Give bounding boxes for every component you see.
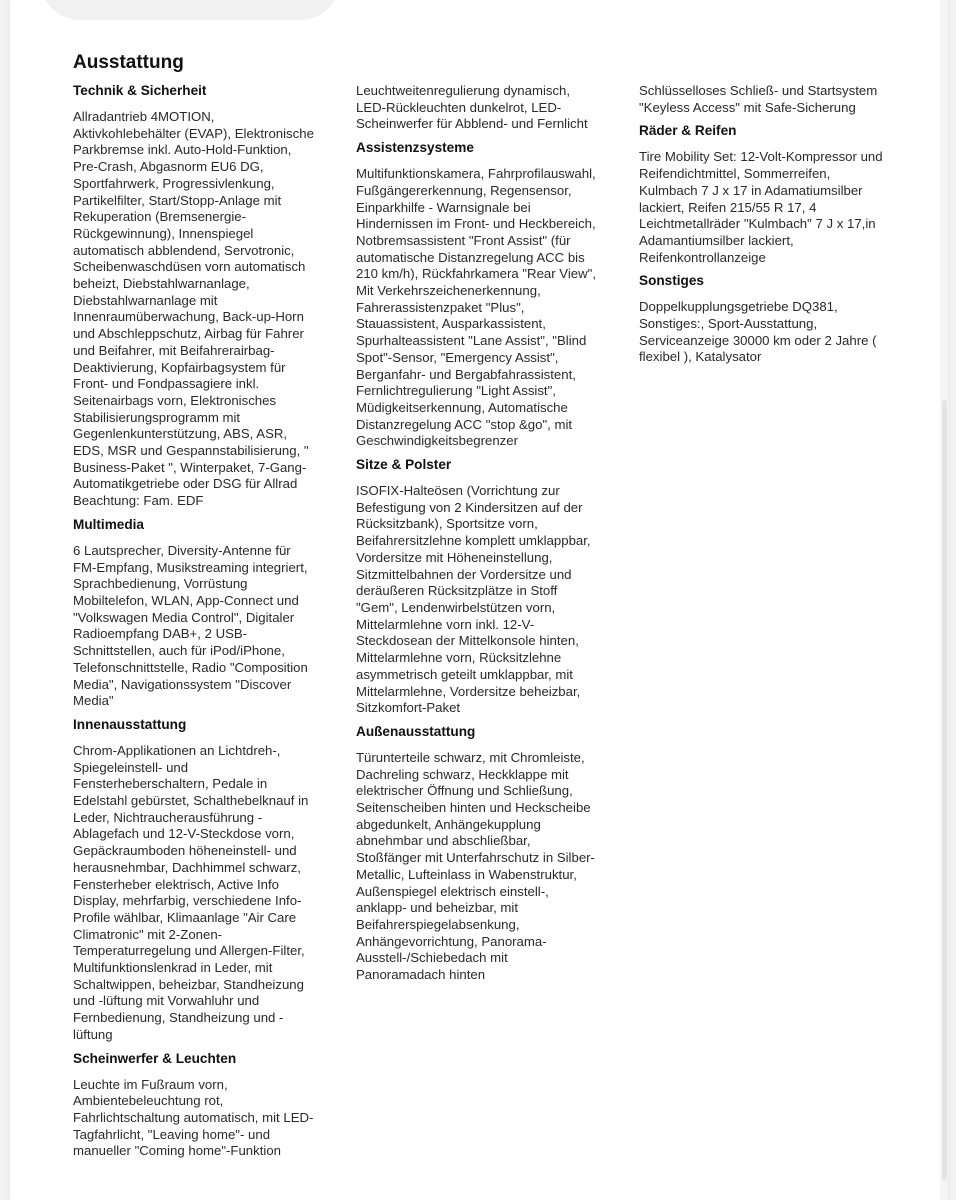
top-decoration (40, 0, 340, 20)
section-heading: Scheinwerfer & Leuchten (73, 1050, 237, 1066)
section-text: Schlüsselloses Schließ- und Startsystem "Keyless Access" mit Safe-Sicherung (639, 83, 878, 115)
document-page (10, 0, 948, 1200)
section-heading: Außenausstattung (356, 723, 476, 739)
section-text: Chrom-Applikationen an Lichtdreh-, Spiegeleinstell- und Fensterheberschaltern, Pedale in Edelstahl gebürstet, Schalthebelknauf in Leder, Nichtraucherausführung - Ablagefach und 12-V-Steckdose vorn, Gepäckraumboden höheneinstell- und herausnehmbar, Dachhimmel schwarz, Fensterheber elektrisch, Active Info Display, mehrfarbig, verschiedene Info- Profile wählbar, Klimaanlage "Air Care Climatronic" mit 2-Zonen- Temperaturregelung und Allergen-Filter, Multifunktionslenkrad in Leder, mit Schaltwippen, beheizbar, Standheizung und -lüftung mit Vorwahluhr und Fernbedienung, Standheizung und - lüftung (73, 742, 309, 1042)
column-2 (356, 83, 606, 990)
section-heading: Technik & Sicherheit (73, 83, 207, 98)
section-text: Leuchte im Fußraum vorn, Ambientebeleuchtung rot, Fahrlichtschaltung automatisch, mit LED- Tagfahrlicht, "Leaving home"- und manueller "Coming home"-Funktion (73, 1076, 314, 1159)
section-heading: Assistenzsysteme (356, 140, 474, 156)
section-text: Türunterteile schwarz, mit Chromleiste, Dachreling schwarz, Heckklappe mit elektrischer Öffnung und Schließung, Seitenscheiben hinten und Heckscheibe abgedunkelt, Anhängekupplung abnehmbar und abschließbar, Stoßfänger mit Unterfahrschutz in Silber- Metallic, Lufteinlass in Wabenstruktur, Außenspiegel elektrisch einstell-, anklapp- und beheizbar, mit Beifahrerspiegelabsenkung, Anhängevorrichtung, Panorama- Ausstell-/Schiebedach mit Panoramadach hinten (356, 749, 595, 983)
section-text: 6 Lautsprecher, Diversity-Antenne für FM-Empfang, Musikstreaming integriert, Sprachbedienung, Vorrüstung Mobiltelefon, WLAN, App-Connect und "Volkswagen Media Control", Digitaler Radioempfang DAB+, 2 USB- Schnittstellen, auch für iPod/iPhone, Telefonschnittstelle, Radio "Composition Media", Navigationssystem "Discover Media" (73, 542, 308, 709)
section-heading: Räder & Reifen (639, 123, 737, 139)
column-1 (73, 82, 323, 1166)
scrollbar-thumb[interactable] (942, 400, 947, 1180)
section-heading: Sitze & Polster (356, 457, 452, 473)
section-heading: Innenausstattung (73, 716, 187, 732)
section-text: ISOFIX-Halteösen (Vorrichtung zur Befestigung von 2 Kindersitzen auf der Rücksitzbank), Sportsitze vorn, Beifahrersitzlehne komplett umklappbar, Vordersitze mit Höheneinstellung, Sitzmittelbahnen der Vordersitze und deräußeren Rücksitzplätze in Stoff "Gem", Lendenwirbelstützen vorn, Mittelarmlehne vorn inkl. 12-V- Steckdosean der Mittelkonsole hinten, Mittelarmlehne vorn, Rücksitzlehne asymmetrisch geteilt umklappbar, mit Mittelarmlehne, Vordersitze beheizbar, Sitzkomfort-Paket (356, 483, 591, 716)
section-heading: Multimedia (73, 516, 144, 532)
scrollbar-track[interactable] (940, 0, 948, 1200)
column-3 (639, 83, 889, 372)
section-text: Allradantrieb 4MOTION, Aktivkohlebehälter (EVAP), Elektronische Parkbremse inkl. Auto-Hold-Funktion, Pre-Crash, Abgasnorm EU6 DG, Sportfahrwerk, Progressivlenkung, Partikelfilter, Start/Stopp-Anlage mit Rekuperation (Bremsenergie- Rückgewinnung), Innenspiegel automatisch abblendend, Servotronic, Scheibenwaschdüsen vorn automatisch beheizt, Diebstahlwarnanlage, Diebstahlwarnanlage mit Innenraumüberwachung, Back-up-Horn und Abschleppschutz, Airbag für Fahrer und Beifahrer, mit Beifahrerairbag- Deaktivierung, Kopfairbagsystem für Front- und Fondpassagiere inkl. Seitenairbags vorn, Elektronisches Stabilisierungsprogramm mit Gegenlenkunterstützung, ABS, ASR, EDS, MSR und Gespannstabilisierung, " Business-Paket ", Winterpaket, 7-Gang- Automatikgetriebe oder DSG für Allrad Beachtung: Fam. EDF (73, 109, 314, 509)
section-text: Multifunktionskamera, Fahrprofilauswahl, Fußgängererkennung, Regensensor, Einparkhilfe - Warnsignale bei Hindernissen im Front- und Heckbereich, Notbremsassistent "Front Assist" (für automatische Distanzregelung ACC bis 210 km/h), Rückfahrkamera "Rear View", Mit Verkehrszeichenerkennung, Fahrerassistenzpaket "Plus", Stauassistent, Ausparkassistent, Spurhalteassistent "Lane Assist", "Blind Spot"-Sensor, "Emergency Assist", Berganfahr- und Bergabfahrassistent, Fernlichtregulierung "Light Assist", Müdigkeitserkennung, Automatische Distanzregelung ACC "stop &go", mit Geschwindigkeitsbegrenzer (356, 166, 596, 449)
page-title: Ausstattung (73, 52, 184, 73)
section-heading: Sonstiges (639, 273, 704, 289)
section-text: Tire Mobility Set: 12-Volt-Kompressor und Reifendichtmittel, Sommerreifen, Kulmbach 7 J x 17 in Adamatiumsilber lackiert, Reifen 215/55 R 17, 4 Leichtmetallräder "Kulmbach" 7 J x 17,in Adamantiumsilber lackiert, Reifenkontrollanzeige (639, 149, 883, 265)
section-text: Leuchtweitenregulierung dynamisch, LED-Rückleuchten dunkelrot, LED- Scheinwerfer für Abblend- und Fernlicht (356, 83, 588, 132)
section-text: Doppelkupplungsgetriebe DQ381, Sonstiges:, Sport-Ausstattung, Serviceanzeige 30000 km oder 2 Jahre ( flexibel ), Katalysator (639, 299, 877, 365)
